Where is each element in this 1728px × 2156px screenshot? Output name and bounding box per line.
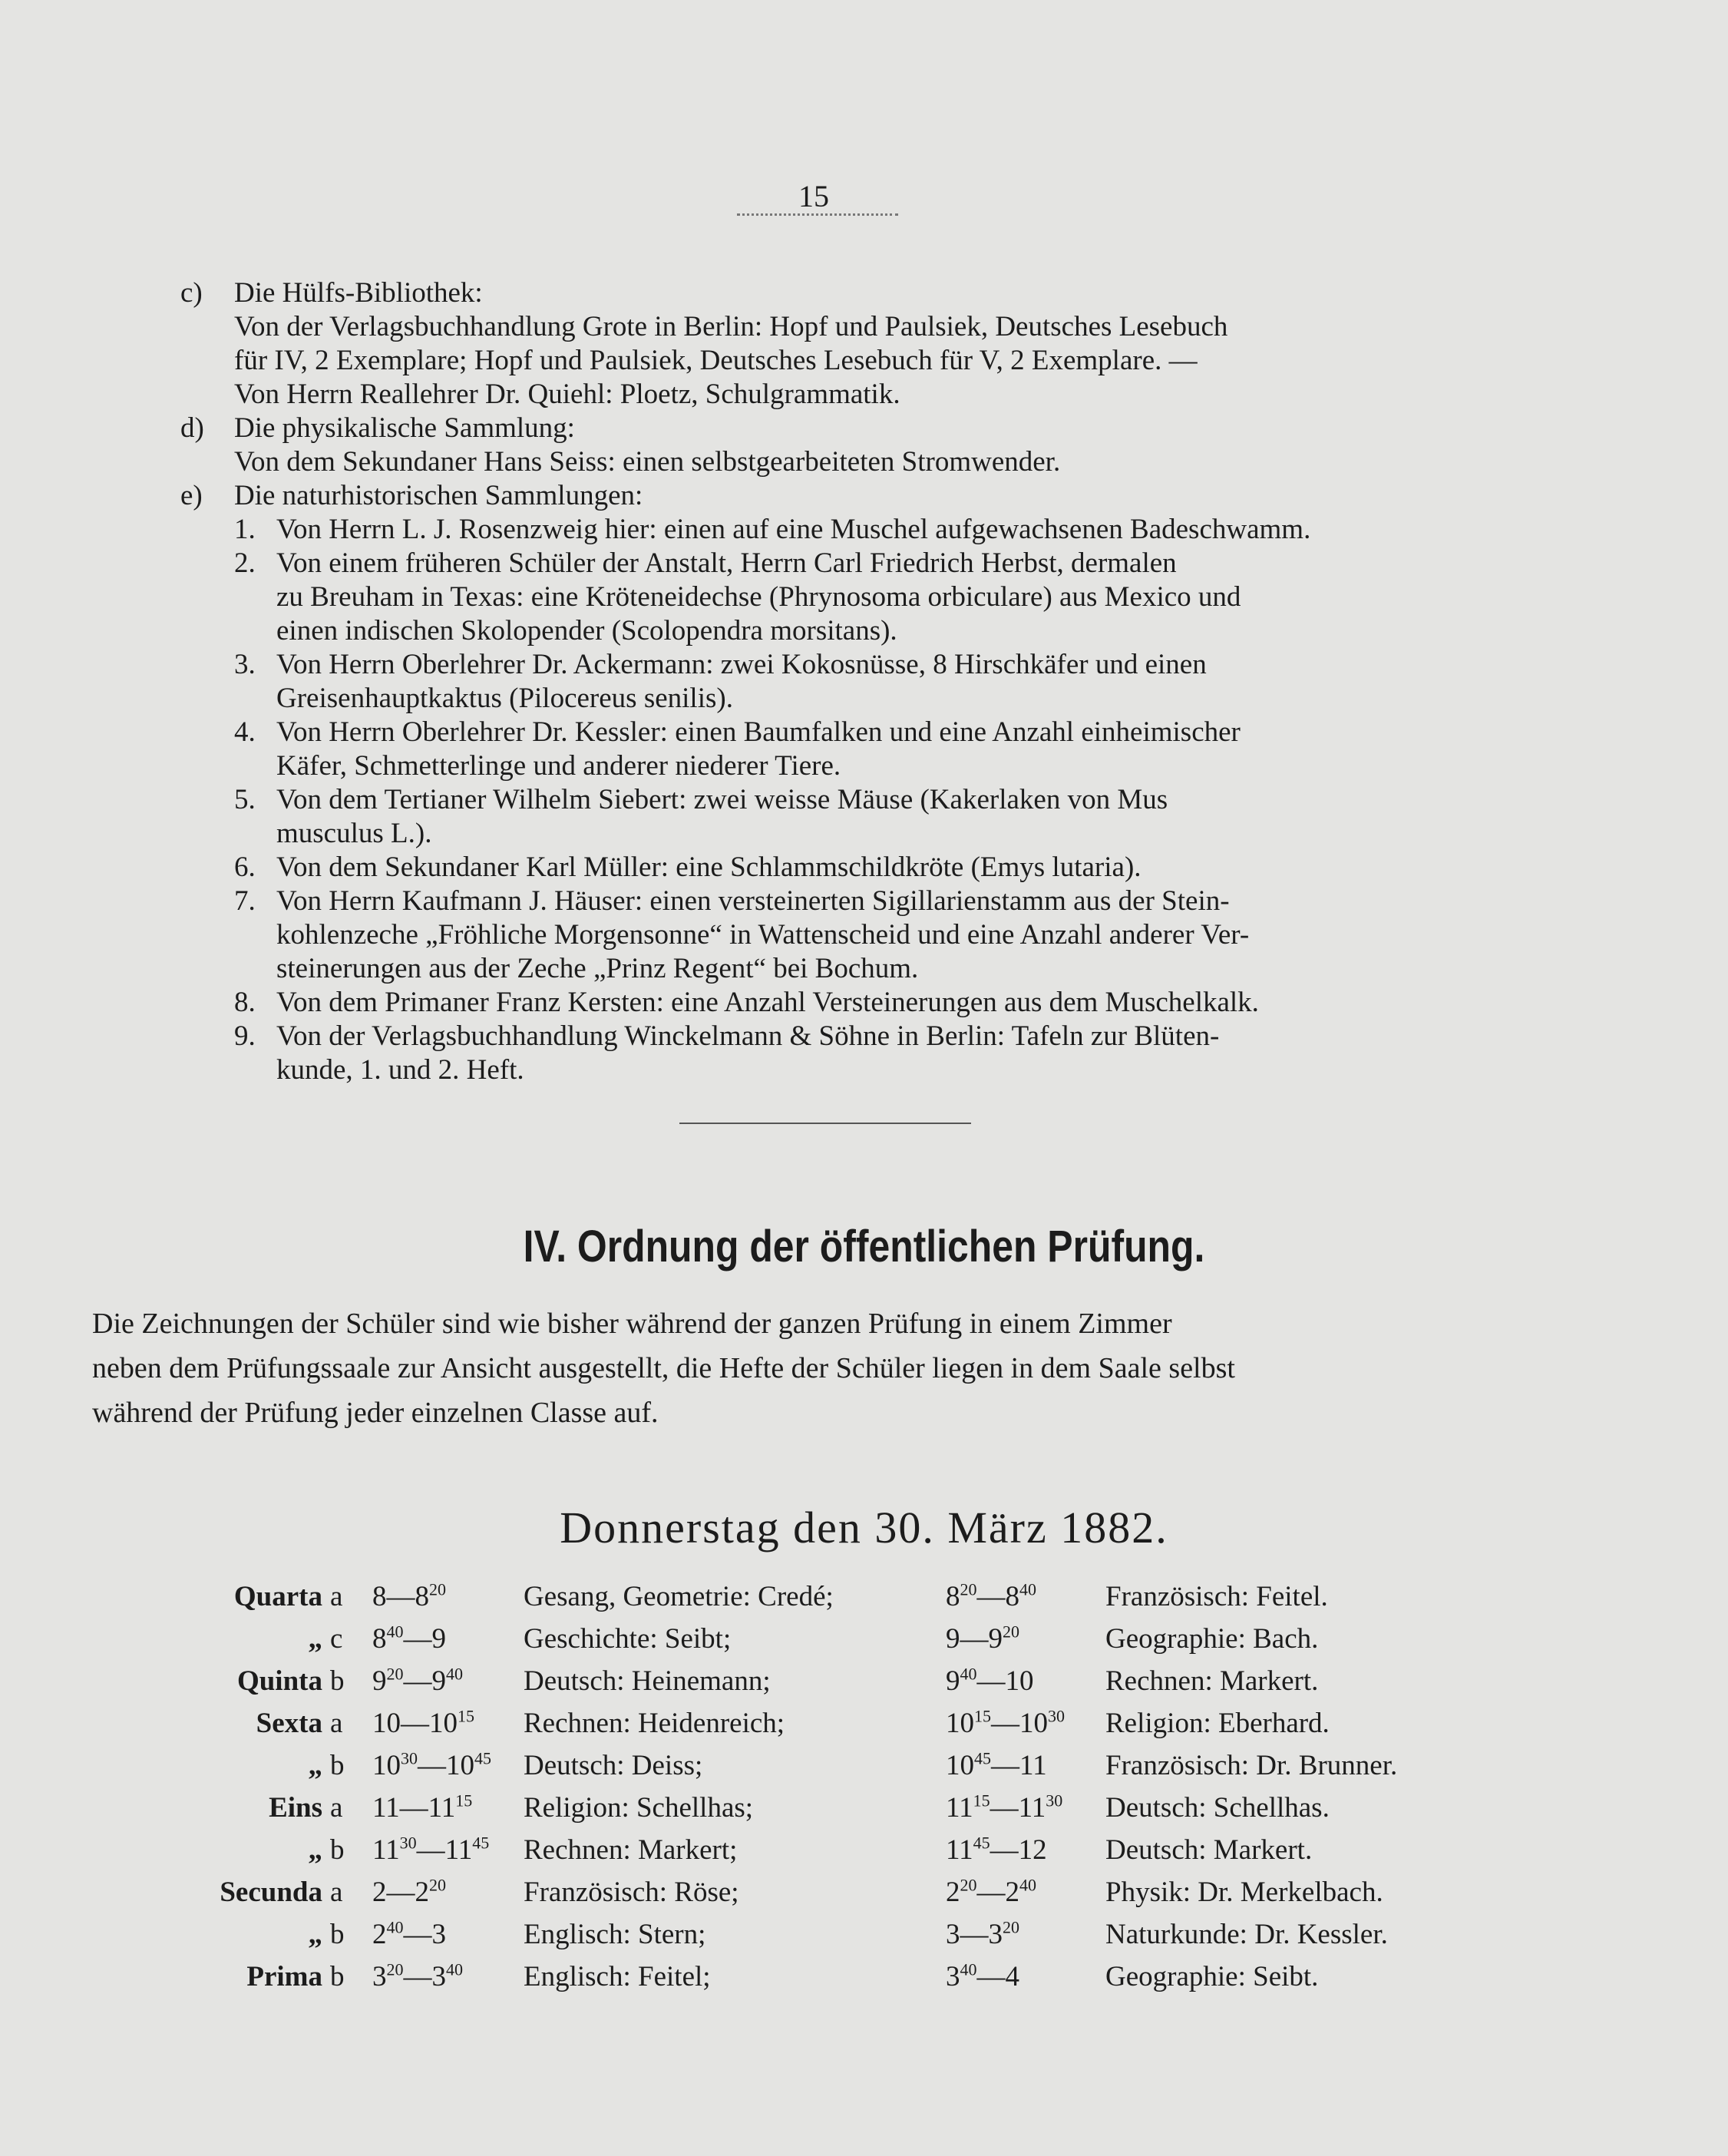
- class-section: a: [330, 1877, 343, 1908]
- section-c-line-2: für IV, 2 Exemplare; Hopf und Paulsiek, Deutsches Lesebuch für V, 2 Exemplare. —: [234, 345, 1198, 376]
- subject-teacher-1: Deutsch: Heinemann;: [524, 1665, 771, 1697]
- donation-number: 4.: [234, 716, 256, 748]
- subject-teacher-2: Geographie: Bach.: [1105, 1623, 1319, 1655]
- donation-line: Von Herrn Oberlehrer Dr. Kessler: einen Baumfalken und eine Anzahl einheimischer: [276, 716, 1241, 748]
- time-slot-2: $2^{20}—2^{40}$: [946, 1875, 1036, 1908]
- donation-number: 7.: [234, 885, 256, 917]
- section-heading-d: Die physikalische Sammlung:: [234, 412, 575, 444]
- subject-teacher-2: Naturkunde: Dr. Kessler.: [1105, 1919, 1388, 1950]
- donation-number: 5.: [234, 784, 256, 815]
- time-slot-1: $9^{20}—9^{40}$: [372, 1664, 463, 1697]
- page-number-ornament: [737, 213, 898, 216]
- section-marker-c: c): [180, 277, 203, 309]
- class-name: Quinta: [236, 1665, 322, 1697]
- donation-line: Greisenhauptkaktus (Pilocereus senilis).: [276, 683, 733, 714]
- time-slot-2: $9—9^{20}$: [946, 1622, 1019, 1655]
- schedule-row: [0, 1960, 1728, 2003]
- class-section: b: [330, 1961, 345, 1992]
- time-slot-2: $10^{45}—11$: [946, 1748, 1047, 1781]
- donation-line: Käfer, Schmetterlinge und anderer niederer Tiere.: [276, 750, 841, 782]
- donation-line: kohlenzeche „Fröhliche Morgensonne“ in Wattenscheid und eine Anzahl anderer Ver-: [276, 919, 1250, 951]
- donation-line: Von Herrn L. J. Rosenzweig hier: einen auf eine Muschel aufgewachsenen Badeschwamm.: [276, 514, 1311, 545]
- class-section: a: [330, 1708, 343, 1739]
- schedule-row: [0, 1791, 1728, 1834]
- section-iv-title: IV. Ordnung der öffentlichen Prüfung.: [523, 1222, 1205, 1271]
- time-slot-1: $2—2^{20}$: [372, 1875, 446, 1908]
- donation-line: Von Herrn Kaufmann J. Häuser: einen versteinerten Sigillarienstamm aus der Stein-: [276, 885, 1230, 917]
- donation-number: 9.: [234, 1020, 256, 1052]
- time-slot-1: $11^{30}—11^{45}$: [372, 1833, 490, 1866]
- section-iv-paragraph-line: während der Prüfung jeder einzelnen Classe auf.: [92, 1397, 659, 1429]
- section-c-line-3: Von Herrn Reallehrer Dr. Quiehl: Ploetz, Schulgrammatik.: [234, 379, 900, 410]
- time-slot-2: $10^{15}—10^{30}$: [946, 1706, 1065, 1739]
- subject-teacher-2: Physik: Dr. Merkelbach.: [1105, 1877, 1383, 1908]
- subject-teacher-1: Englisch: Stern;: [524, 1919, 706, 1950]
- time-slot-1: $11—11^{15}$: [372, 1791, 473, 1824]
- subject-teacher-2: Französisch: Dr. Brunner.: [1105, 1750, 1398, 1781]
- subject-teacher-2: Deutsch: Markert.: [1105, 1834, 1313, 1866]
- class-name: Sexta: [256, 1708, 322, 1739]
- class-section: b: [330, 1834, 345, 1866]
- donation-line: musculus L.).: [276, 818, 432, 849]
- donation-line: Von dem Sekundaner Karl Müller: eine Schlammschildkröte (Emys lutaria).: [276, 851, 1142, 883]
- class-section: a: [330, 1581, 343, 1612]
- section-d-line-1: Von dem Sekundaner Hans Seiss: einen selbstgearbeiteten Stromwender.: [234, 446, 1061, 478]
- time-slot-2: $11^{15}—11^{30}$: [946, 1791, 1063, 1824]
- time-slot-1: $3^{20}—3^{40}$: [372, 1959, 463, 1992]
- class-section: c: [330, 1623, 343, 1655]
- subject-teacher-2: Geographie: Seibt.: [1105, 1961, 1319, 1992]
- time-slot-1: $10^{30}—10^{45}$: [372, 1748, 491, 1781]
- subject-teacher-1: Englisch: Feitel;: [524, 1961, 711, 1992]
- class-name: Quarta: [233, 1581, 322, 1612]
- schedule-row: [0, 1918, 1728, 1961]
- section-divider: [679, 1123, 971, 1124]
- schedule-row: [0, 1834, 1728, 1877]
- class-section: a: [330, 1792, 343, 1824]
- donation-number: 6.: [234, 851, 256, 883]
- donation-line: steinerungen aus der Zeche „Prinz Regent“ bei Bochum.: [276, 953, 919, 984]
- subject-teacher-1: Religion: Schellhas;: [524, 1792, 754, 1824]
- section-marker-e: e): [180, 480, 203, 511]
- schedule-row: [0, 1707, 1728, 1750]
- subject-teacher-1: Gesang, Geometrie: Credé;: [524, 1581, 834, 1612]
- schedule-row: [0, 1665, 1728, 1708]
- subject-teacher-1: Deutsch: Deiss;: [524, 1750, 703, 1781]
- section-iv-paragraph-line: neben dem Prüfungssaale zur Ansicht ausgestellt, die Hefte der Schüler liegen in dem Saale selbst: [92, 1352, 1235, 1384]
- subject-teacher-1: Rechnen: Markert;: [524, 1834, 738, 1866]
- donation-line: Von einem früheren Schüler der Anstalt, Herrn Carl Friedrich Herbst, dermalen: [276, 547, 1177, 579]
- class-name: Secunda: [220, 1877, 322, 1908]
- time-slot-1: $10—10^{15}$: [372, 1706, 474, 1739]
- schedule-row: [0, 1622, 1728, 1665]
- section-heading-c: Die Hülfs-Bibliothek:: [234, 277, 483, 309]
- schedule-row: [0, 1876, 1728, 1919]
- time-slot-1: $2^{40}—3$: [372, 1917, 446, 1950]
- time-slot-2: $3^{40}—4$: [946, 1959, 1019, 1992]
- class-section: b: [330, 1750, 345, 1781]
- class-section: b: [330, 1919, 345, 1950]
- donation-line: kunde, 1. und 2. Heft.: [276, 1054, 524, 1086]
- donation-line: zu Breuham in Texas: eine Kröteneidechse (Phrynosoma orbiculare) aus Mexico und: [276, 581, 1241, 613]
- subject-teacher-2: Französisch: Feitel.: [1105, 1581, 1328, 1612]
- time-slot-2: $11^{45}—12$: [946, 1833, 1047, 1866]
- class-name: „: [308, 1919, 322, 1950]
- class-name: „: [308, 1750, 322, 1781]
- donation-number: 1.: [234, 514, 256, 545]
- time-slot-2: $8^{20}—8^{40}$: [946, 1579, 1036, 1612]
- class-name: „: [308, 1834, 322, 1866]
- class-section: b: [330, 1665, 345, 1697]
- section-c-line-1: Von der Verlagsbuchhandlung Grote in Berlin: Hopf und Paulsiek, Deutsches Lesebuch: [234, 311, 1228, 342]
- section-iv-paragraph-line: Die Zeichnungen der Schüler sind wie bisher während der ganzen Prüfung in einem Zimmer: [92, 1308, 1172, 1340]
- subject-teacher-2: Deutsch: Schellhas.: [1105, 1792, 1330, 1824]
- subject-teacher-2: Rechnen: Markert.: [1105, 1665, 1319, 1697]
- subject-teacher-1: Geschichte: Seibt;: [524, 1623, 732, 1655]
- donation-line: Von der Verlagsbuchhandlung Winckelmann & Söhne in Berlin: Tafeln zur Blüten-: [276, 1020, 1220, 1052]
- time-slot-2: $9^{40}—10$: [946, 1664, 1034, 1697]
- section-marker-d: d): [180, 412, 204, 444]
- class-name: Eins: [269, 1792, 322, 1824]
- donation-line: einen indischen Skolopender (Scolopendra morsitans).: [276, 615, 897, 646]
- schedule-row: [0, 1580, 1728, 1623]
- donation-line: Von Herrn Oberlehrer Dr. Ackermann: zwei Kokosnüsse, 8 Hirschkäfer und einen: [276, 649, 1207, 680]
- class-name: „: [308, 1623, 322, 1655]
- class-name: Prima: [246, 1961, 322, 1992]
- schedule-row: [0, 1749, 1728, 1792]
- page-number: 15: [798, 179, 829, 213]
- donation-number: 3.: [234, 649, 256, 680]
- day-heading: Donnerstag den 30. März 1882.: [560, 1503, 1168, 1553]
- time-slot-2: $3—3^{20}$: [946, 1917, 1019, 1950]
- section-heading-e: Die naturhistorischen Sammlungen:: [234, 480, 643, 511]
- time-slot-1: $8—8^{20}$: [372, 1579, 446, 1612]
- subject-teacher-1: Rechnen: Heidenreich;: [524, 1708, 785, 1739]
- donation-line: Von dem Tertianer Wilhelm Siebert: zwei weisse Mäuse (Kakerlaken von Mus: [276, 784, 1168, 815]
- time-slot-1: $8^{40}—9$: [372, 1622, 446, 1655]
- subject-teacher-2: Religion: Eberhard.: [1105, 1708, 1330, 1739]
- donation-line: Von dem Primaner Franz Kersten: eine Anzahl Versteinerungen aus dem Muschelkalk.: [276, 987, 1259, 1018]
- subject-teacher-1: Französisch: Röse;: [524, 1877, 739, 1908]
- donation-number: 2.: [234, 547, 256, 579]
- donation-number: 8.: [234, 987, 256, 1018]
